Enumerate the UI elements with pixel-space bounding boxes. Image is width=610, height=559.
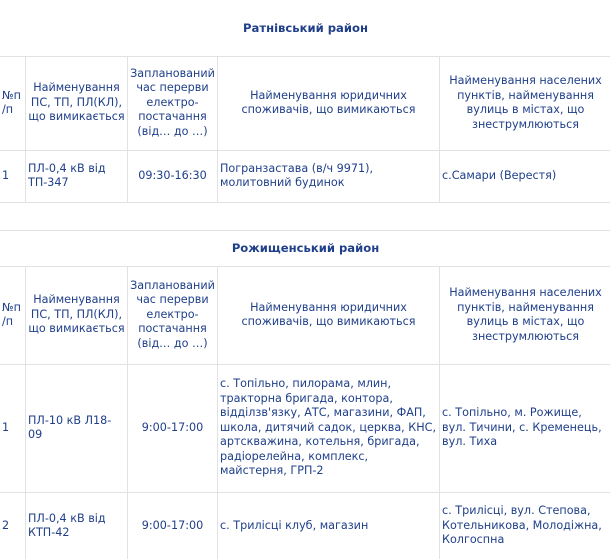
header-num: №п/п [0, 266, 26, 364]
header-consumers: Найменування юридичних споживачів, що вимикаються [218, 56, 440, 150]
header-time: Запланований час перерви електро-постачання (від… до …) [128, 56, 218, 150]
row-line: ПЛ-0,4 кВ від ТП-347 [26, 150, 128, 202]
header-streets: Найменування населених пунктів, найменування вулиць в містах, що знеструмлюються [440, 56, 610, 150]
header-consumers: Найменування юридичних споживачів, що вимикаються [218, 266, 440, 364]
row-streets: с. Топільно, м. Рожище, вул. Тичини, с. Кременець, вул. Тиха [440, 364, 610, 492]
row-time: 9:00-17:00 [128, 492, 218, 559]
section-header-ratne [0, 0, 610, 56]
header-num: №п/п [0, 56, 26, 150]
row-consumers: с. Трилісці клуб, магазин [218, 492, 440, 559]
section-header-rozhyshche [0, 230, 610, 266]
row-streets: с.Самари (Верестя) [440, 150, 610, 202]
row-time: 9:00-17:00 [128, 364, 218, 492]
header-line: Найменування ПС, ТП, ПЛ(КЛ), що вимикається [26, 56, 128, 150]
header-time: Запланований час перерви електро-постачання (від… до …) [128, 266, 218, 364]
row-streets: с. Трилісці, вул. Степова, Котельникова, Молодіжна, Колгоспна [440, 492, 610, 559]
column-headers-rozhyshche [0, 266, 610, 364]
district-title-ratne: Ратнівський район [0, 0, 610, 56]
header-streets: Найменування населених пунктів, найменування вулиць в містах, що знеструмлюються [440, 266, 610, 364]
header-line: Найменування ПС, ТП, ПЛ(КЛ), що вимикається [26, 266, 128, 364]
row-consumers: Погранзастава (в/ч 9971), молитовний будинок [218, 150, 440, 202]
table-row [0, 492, 610, 559]
row-time: 09:30-16:30 [128, 150, 218, 202]
spacer-cell [0, 202, 610, 230]
table-row [0, 150, 610, 202]
row-line: ПЛ-10 кВ Л18-09 [26, 364, 128, 492]
row-num: 1 [0, 364, 26, 492]
district-title-rozhyshche: Рожищенський район [0, 230, 610, 266]
row-consumers: с. Топільно, пилорама, млин, тракторна бригада, контора, відділзв'язку, АТС, магазини, ФАП, школа, дитячий садок, церква, КНС, артскважина, котельня, бригада, радіорелейна, комплекс, майстерня, ГРП-2 [218, 364, 440, 492]
section-spacer [0, 202, 610, 230]
row-line: ПЛ-0,4 кВ від КТП-42 [26, 492, 128, 559]
row-num: 2 [0, 492, 26, 559]
table-row [0, 364, 610, 492]
row-num: 1 [0, 150, 26, 202]
column-headers-ratne [0, 56, 610, 150]
